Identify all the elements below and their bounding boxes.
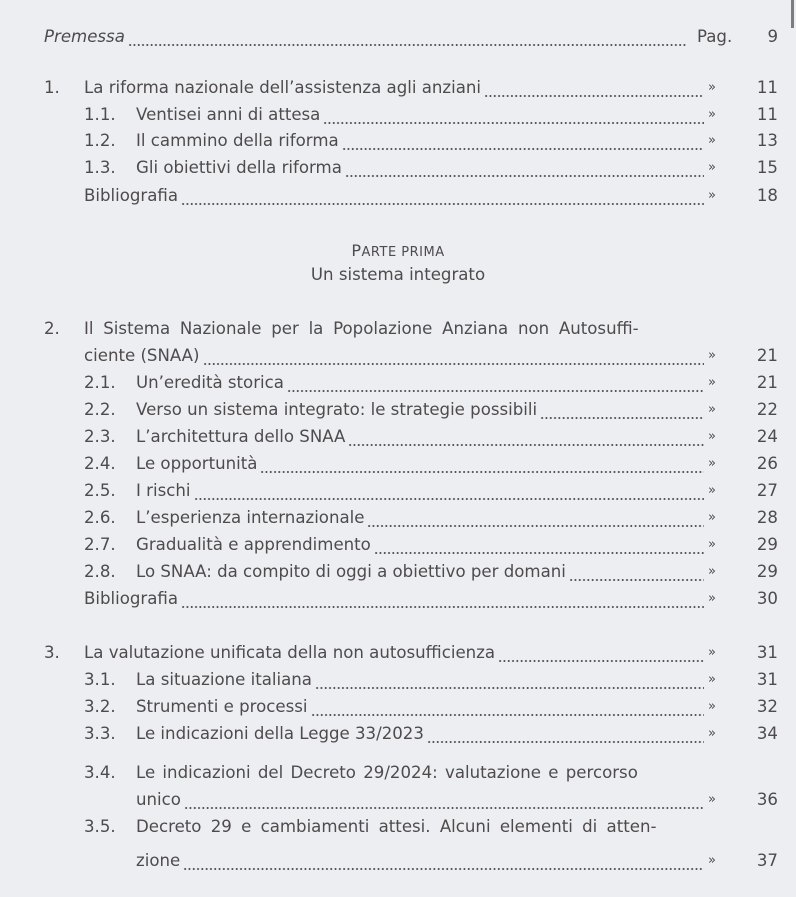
toc-entry-section-continued[interactable] — [0, 787, 796, 813]
toc-entry-chapter-3[interactable] — [0, 640, 796, 666]
page-marker: » — [708, 792, 716, 807]
entry-number: 1.2. — [84, 131, 116, 150]
page-marker: » — [708, 375, 716, 390]
toc-entry-section[interactable] — [0, 559, 796, 585]
leader-dots — [498, 640, 704, 666]
entry-title: Strumenti e processi — [136, 697, 308, 716]
entry-number: 2.1. — [84, 373, 116, 392]
page-marker: » — [708, 133, 716, 148]
leader-dots — [569, 559, 704, 585]
page-marker: » — [708, 107, 716, 122]
entry-title: Ventisei anni di attesa — [136, 105, 321, 124]
entry-title: Lo SNAA: da compito di oggi a obiettivo per domani — [136, 562, 566, 581]
page-number: 11 — [756, 105, 778, 124]
entry-title: Bibliografia — [84, 186, 179, 205]
leader-dots — [315, 667, 704, 693]
entry-number: 2.4. — [84, 454, 116, 473]
leader-dots — [348, 424, 704, 450]
page-marker: » — [708, 672, 716, 687]
page-number: 13 — [756, 131, 778, 150]
leader-dots — [183, 848, 704, 874]
entry-title-line-1: Decreto 29 e cambiamenti attesi. Alcuni elementi di atten- — [136, 817, 657, 836]
page-number: 36 — [756, 790, 778, 809]
entry-title: La situazione italiana — [136, 670, 312, 689]
page-number: 30 — [756, 589, 778, 608]
toc-entry-section[interactable] — [0, 128, 796, 154]
page-number: 31 — [756, 670, 778, 689]
page-number: 26 — [756, 454, 778, 473]
page-number: 9 — [767, 27, 778, 46]
entry-title-line-1: Le indicazioni del Decreto 29/2024: valutazione e percorso — [136, 763, 638, 782]
toc-entry-premessa[interactable] — [0, 24, 796, 50]
toc-entry-chapter-1[interactable] — [0, 75, 796, 101]
page-marker: » — [708, 510, 716, 525]
entry-title: I rischi — [136, 481, 191, 500]
page-number: 28 — [756, 508, 778, 527]
page-number: 22 — [756, 400, 778, 419]
entry-number: 2.2. — [84, 400, 116, 419]
page-number: 29 — [756, 562, 778, 581]
leader-dots — [194, 478, 705, 504]
leader-dots — [260, 451, 704, 477]
entry-title-line-2: zione — [136, 851, 181, 870]
toc-entry-section[interactable] — [0, 424, 796, 450]
entry-title: Bibliografia — [84, 589, 179, 608]
page-number: 27 — [756, 481, 778, 500]
page-number: 15 — [756, 158, 778, 177]
page-number: 18 — [756, 186, 778, 205]
entry-title-line-2: ciente (SNAA) — [84, 346, 200, 365]
page-marker: Pag. — [697, 27, 733, 46]
page-marker: » — [708, 456, 716, 471]
toc-entry-section[interactable] — [0, 505, 796, 531]
page-marker: » — [708, 160, 716, 175]
leader-dots — [374, 532, 704, 558]
entry-title: Le indicazioni della Legge 33/2023 — [136, 724, 424, 743]
page-marker: » — [708, 726, 716, 741]
entry-title: Gradualità e apprendimento — [136, 535, 371, 554]
entry-number: 1.3. — [84, 158, 116, 177]
entry-number: 3.1. — [84, 670, 116, 689]
leader-dots — [184, 787, 704, 813]
entry-number: 3.2. — [84, 697, 116, 716]
entry-number: 2. — [44, 319, 60, 338]
toc-entry-section[interactable] — [0, 667, 796, 693]
entry-number: 3.4. — [84, 763, 116, 782]
toc-entry-section[interactable] — [0, 694, 796, 720]
leader-dots — [367, 505, 704, 531]
entry-number: 2.7. — [84, 535, 116, 554]
toc-entry-section[interactable] — [0, 102, 796, 128]
entry-title: Le opportunità — [136, 454, 258, 473]
toc-entry-section[interactable] — [0, 155, 796, 181]
toc-entry-section[interactable] — [0, 370, 796, 396]
entry-title: La valutazione unificata della non autosufficienza — [84, 643, 496, 662]
page-marker: » — [708, 853, 716, 868]
entry-number: 3.3. — [84, 724, 116, 743]
toc-entry-chapter-2[interactable] — [0, 316, 796, 342]
entry-number: 2.5. — [84, 481, 116, 500]
toc-entry-section[interactable] — [0, 760, 796, 786]
leader-dots — [323, 102, 704, 128]
toc-entry-section[interactable] — [0, 721, 796, 747]
page-marker: » — [708, 80, 716, 95]
part-title: Un sistema integrato — [310, 265, 486, 284]
page-number: 11 — [756, 78, 778, 97]
leader-dots — [287, 370, 704, 396]
entry-number: 2.3. — [84, 427, 116, 446]
page-marker: » — [708, 591, 716, 606]
entry-title: L’esperienza internazionale — [136, 508, 365, 527]
toc-entry-section[interactable] — [0, 478, 796, 504]
page-marker: » — [708, 429, 716, 444]
toc-entry-chapter-2-continued[interactable] — [0, 343, 796, 369]
entry-title-line-1: Il Sistema Nazionale per la Popolazione Anziana non Autosuffi- — [84, 319, 639, 338]
page-marker: » — [708, 348, 716, 363]
page-marker: » — [708, 564, 716, 579]
leader-dots — [181, 183, 704, 209]
page-number: 24 — [756, 427, 778, 446]
entry-number: 3. — [44, 643, 60, 662]
page-number: 34 — [756, 724, 778, 743]
part-label: PARTE PRIMA — [351, 241, 445, 260]
toc-entry-section[interactable] — [0, 814, 796, 840]
page-number: 21 — [756, 346, 778, 365]
leader-dots — [540, 397, 704, 423]
toc-entry-section-continued[interactable] — [0, 848, 796, 874]
leader-dots — [203, 343, 704, 369]
entry-number: 1. — [44, 78, 60, 97]
entry-number: 2.8. — [84, 562, 116, 581]
page-marker: » — [708, 645, 716, 660]
page-number: 37 — [756, 851, 778, 870]
page-marker: » — [708, 483, 716, 498]
leader-dots — [342, 128, 704, 154]
entry-number: 1.1. — [84, 105, 116, 124]
toc-entry-section[interactable] — [0, 532, 796, 558]
leader-dots — [181, 586, 704, 612]
entry-number: 3.5. — [84, 817, 116, 836]
toc-entry-section[interactable] — [0, 451, 796, 477]
toc-entry-section[interactable] — [0, 397, 796, 423]
entry-title: Gli obiettivi della riforma — [136, 158, 342, 177]
toc-entry-bibliography[interactable] — [0, 183, 796, 209]
entry-title: Verso un sistema integrato: le strategie possibili — [136, 400, 538, 419]
leader-dots — [427, 721, 704, 747]
page-number: 21 — [756, 373, 778, 392]
entry-title-line-2: unico — [136, 790, 181, 809]
page-number: 31 — [756, 643, 778, 662]
leader-dots — [345, 155, 704, 181]
leader-dots — [484, 75, 704, 101]
leader-dots — [311, 694, 704, 720]
page-marker: » — [708, 402, 716, 417]
leader-dots — [128, 24, 686, 50]
page-number: 29 — [756, 535, 778, 554]
entry-title: Il cammino della riforma — [136, 131, 339, 150]
page-marker: » — [708, 537, 716, 552]
entry-title: L’architettura dello SNAA — [136, 427, 346, 446]
toc-entry-bibliography[interactable] — [0, 586, 796, 612]
entry-title: La riforma nazionale dell’assistenza agli anziani — [84, 78, 482, 97]
entry-title: Un’eredità storica — [136, 373, 284, 392]
entry-number: 2.6. — [84, 508, 116, 527]
page-number: 32 — [756, 697, 778, 716]
page-marker: » — [708, 188, 716, 203]
page-marker: » — [708, 699, 716, 714]
entry-title: Premessa — [44, 27, 125, 46]
